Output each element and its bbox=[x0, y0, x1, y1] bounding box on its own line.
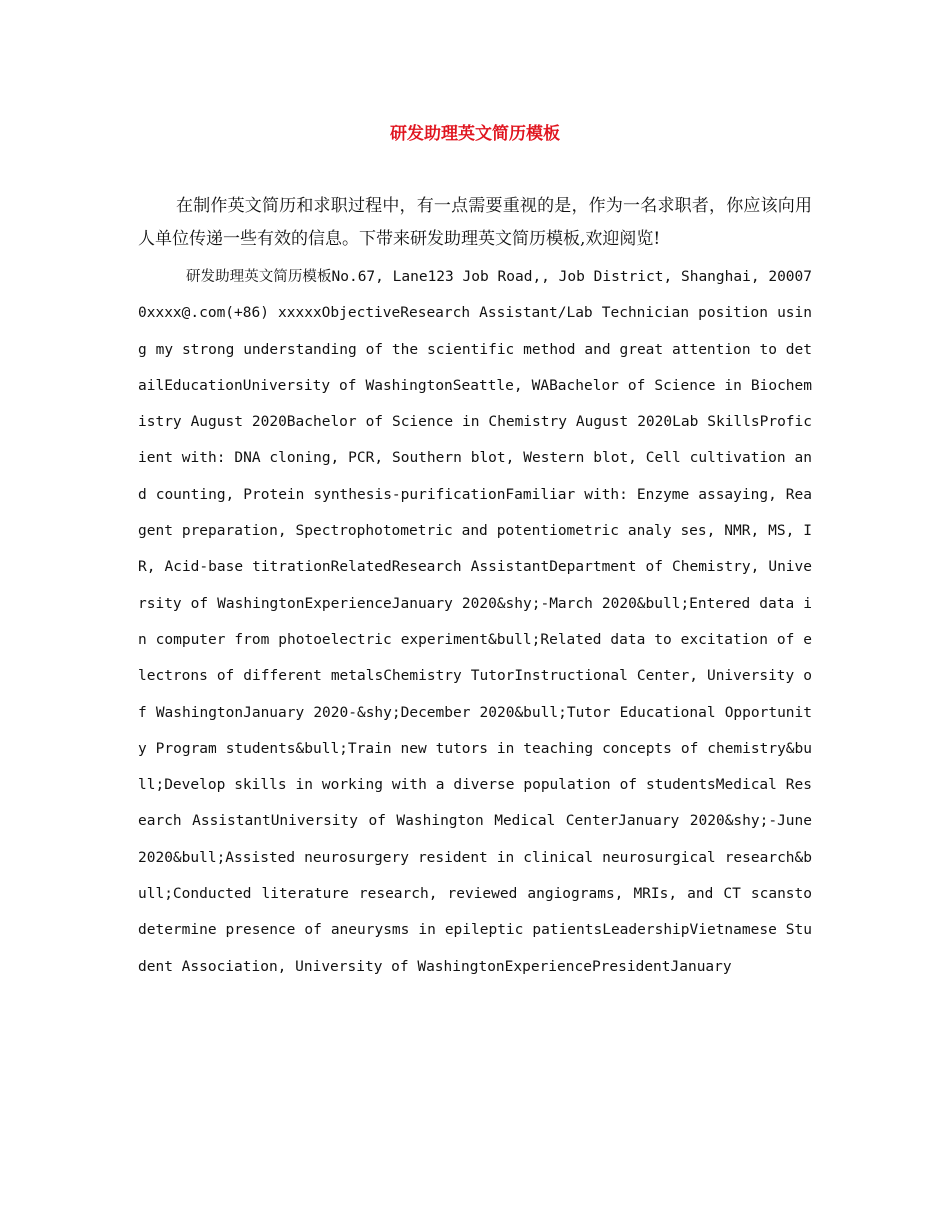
resume-body-text: 研发助理英文简历模板No.67, Lane123 Job Road,, Job District, Shanghai, 200070xxxx@.com(+86) xxxxxObjectiveResearch Assistant/Lab Technician position using my strong understanding of the scientific method and great attention to detailEducationUniversity of WashingtonSeattle, WABachelor of Science in Biochemistry August 2020Bachelor of Science in Chemistry August 2020Lab SkillsProficient with: DNA cloning, PCR, Southern blot, Western blot, Cell cultivation and counting, Protein synthesis-purificationFamiliar with: Enzyme assaying, Reagent preparation, Spectrophotometric and potentiometric analy ses, NMR, MS, IR, Acid-base titrationRelatedResearch AssistantDepartment of Chemistry, University of WashingtonExperienceJanuary 2020&shy;-March 2020&bull;Entered data in computer from photoelectric experiment&bull;Related data to excitation of electrons of different metalsChemistry TutorInstructional Center, University of WashingtonJanuary 2020-&shy;December 2020&bull;Tutor Educational Opportunity Program students&bull;Train new tutors in teaching concepts of chemistry&bull;Develop skills in working with a diverse population of studentsMedical Research AssistantUniversity of Washington Medical CenterJanuary 2020&shy;-June 2020&bull;Assisted neurosurgery resident in clinical neurosurgical research&bull;Conducted literature research, reviewed angiograms, MRIs, and CT scansto determine presence of aneurysms in epileptic patientsLeadershipVietnamese Student Association, University of WashingtonExperiencePresidentJanuary bbox=[138, 269, 812, 975]
intro-paragraph: 在制作英文简历和求职过程中，有一点需要重视的是，作为一名求职者，你应该向用人单位传递一些有效的信息。下带来研发助理英文简历模板,欢迎阅览! bbox=[138, 196, 812, 249]
document-title: 研发助理英文简历模板 bbox=[390, 124, 560, 144]
